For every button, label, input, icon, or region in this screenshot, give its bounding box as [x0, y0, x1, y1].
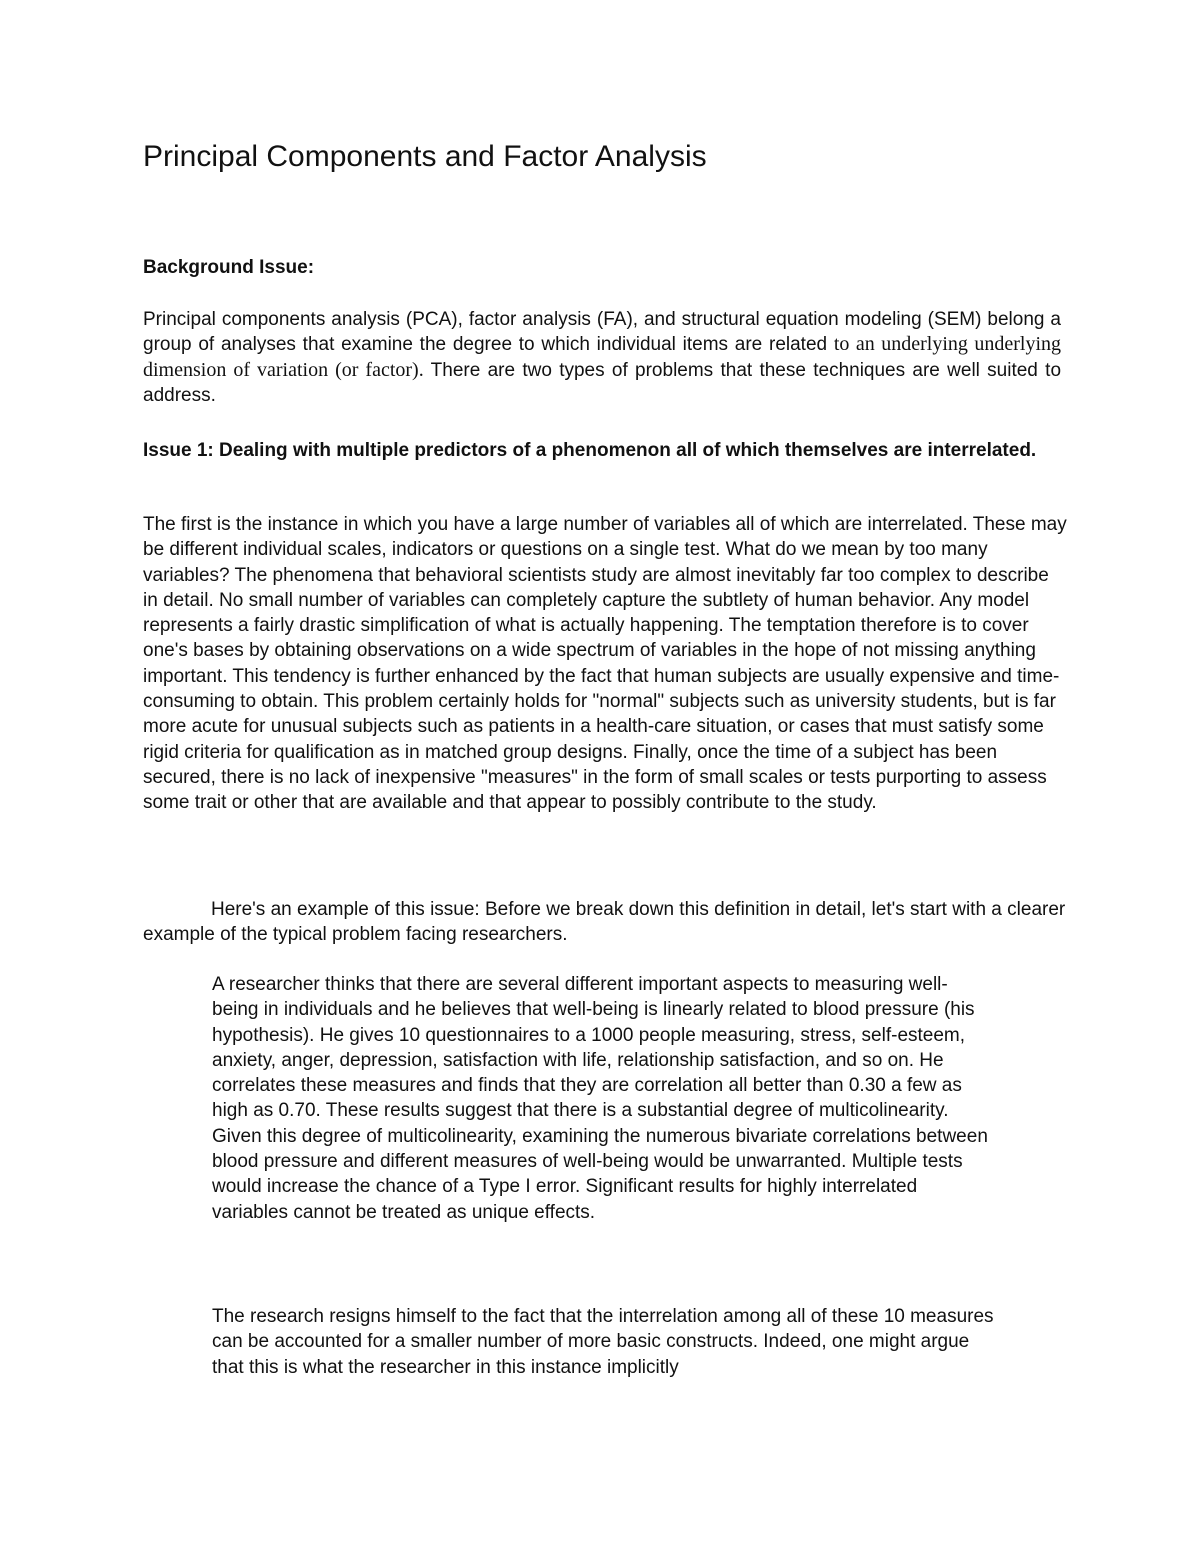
intro-serif-text: to an underlying underlying dimension of variation (or factor).	[143, 333, 1062, 381]
issue1-heading: Issue 1: Dealing with multiple predictors of a phenomenon all of which themselves are interrelated.	[143, 440, 1037, 461]
document-title: Principal Components and Factor Analysis	[143, 140, 707, 173]
example-paragraph: Here's an example of this issue: Before we break down this definition in detail, let's start with a clearer example of the typical problem facing researchers.	[143, 899, 1066, 946]
intro-sans-text: Principal components analysis (PCA), factor analysis (FA), and structural equation modeling (SEM) belong a group of analyses that examine the degree to which individual items are related	[143, 309, 1061, 356]
intro-paragraph	[143, 307, 1061, 408]
quote-paragraph-1: A researcher thinks that there are several different important aspects to measuring well-being in individuals and he believes that well-being is linearly related to blood pressure (his hypothesis). He gives 10 questionnaires to a 1000 people measuring, stress, self-esteem, anxiety, anger, depression, satisfaction with life, relationship satisfaction, and so on. He correlates these measures and finds that they are correlation all better than 0.30 a few as high as 0.70. These results suggest that there is a substantial degree of multicolinearity. Given this degree of multicolinearity, examining the numerous bivariate correlations between blood pressure and different measures of well-being would be unwarranted. Multiple tests would increase the chance of a Type I error. Significant results for highly interrelated variables cannot be treated as unique effects.	[212, 974, 988, 1223]
quote-paragraph-2: The research resigns himself to the fact that the interrelation among all of these 10 measures can be accounted for a smaller number of more basic constructs. Indeed, one might argue that this is what the researcher in this instance implicitly	[212, 1306, 994, 1378]
first-paragraph: The first is the instance in which you have a large number of variables all of which are interrelated. These may be different individual scales, indicators or questions on a single test. What do we mean by too many variables? The phenomena that behavioral scientists study are almost inevitably far too complex to describe in detail. No small number of variables can completely capture the subtlety of human behavior. Any model represents a fairly drastic simplification of what is actually happening. The temptation therefore is to cover one's bases by obtaining observations on a wide spectrum of variables in the hope of not missing anything important. This tendency is further enhanced by the fact that human subjects are usually expensive and time-consuming to obtain. This problem certainly holds for "normal" subjects such as university students, but is far more acute for unusual subjects such as patients in a health-care situation, or cases that must satisfy some rigid criteria for qualification as in matched group designs. Finally, once the time of a subject has been secured, there is no lack of inexpensive "measures" in the form of small scales or tests purporting to assess some trait or other that are available and that appear to possibly contribute to the study.	[143, 514, 1067, 814]
background-heading: Background Issue:	[143, 257, 315, 278]
intro-tail-text: There are two types of problems that these techniques are well suited to address.	[143, 359, 1062, 406]
